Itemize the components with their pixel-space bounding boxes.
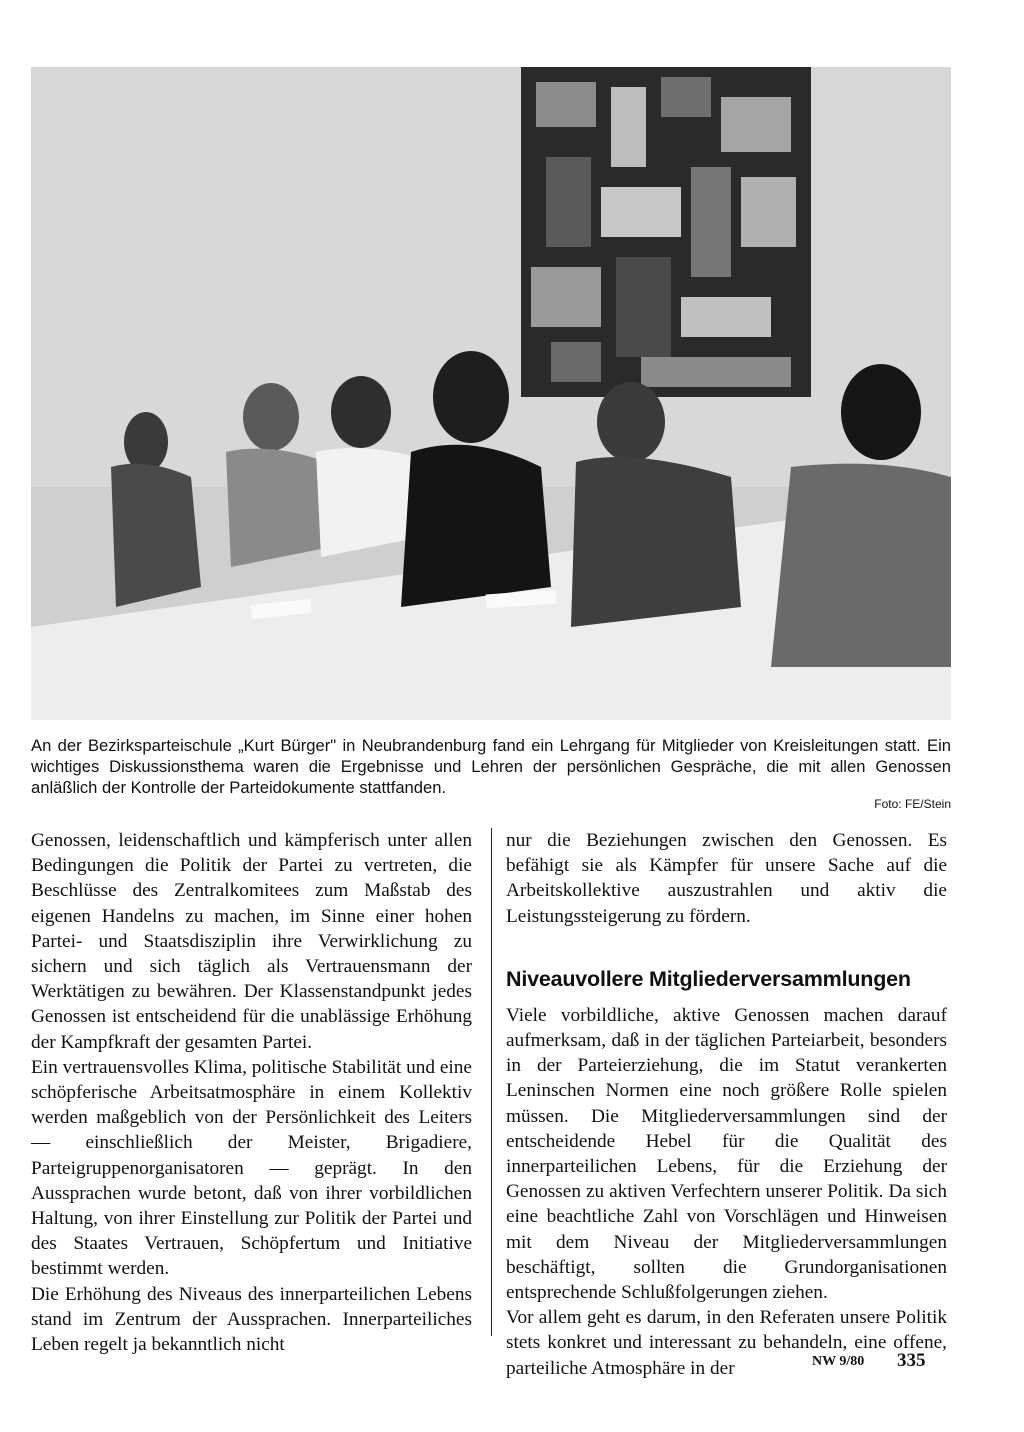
photo-credit: Foto: FE/Stein: [874, 797, 951, 811]
column-divider: [491, 828, 492, 1336]
paragraph: Viele vorbildliche, aktive Genossen machen darauf aufmerksam, daß in der täglichen Parteiarbeit, besonders in der Parteierziehung, die im Statut verankerten Leninschen Normen eine noch größere Rolle spielen müssen. Die Mitgliederversammlungen sind der entscheidende Hebel für die Qualität des innerparteilichen Lebens, für die Erziehung der Genossen zu aktiven Verfechtern unserer Politik. Da sich eine beachtliche Zahl von Vorschlägen und Hinweisen mit dem Niveau der Mitgliederversammlungen beschäftigt, sollten die Grundorganisationen entsprechende Schlußfolgerungen ziehen.: [506, 1004, 947, 1304]
paragraph: Die Erhöhung des Niveaus des innerparteilichen Lebens stand im Zentrum der Aussprachen. Innerparteiliches Leben regelt ja bekanntlich nicht: [31, 1283, 472, 1356]
photo-caption: An der Bezirksparteischule „Kurt Bürger" in Neubrandenburg fand ein Lehrgang für Mitglieder von Kreisleitungen statt. Ein wichtiges Diskussionsthema waren die Ergebnisse und Lehren der persönlichen Gespräche, die mit allen Genossen anläßlich der Kontrolle der Parteidokumente stattfanden.: [31, 736, 951, 797]
paragraph: Vor allem geht es darum, in den Referaten unsere Politik stets konkret und interessant zu behandeln, eine offene, parteiliche Atmosphäre in der: [506, 1307, 947, 1379]
seminar-photo: [31, 67, 951, 720]
paragraph: Genossen, leidenschaftlich und kämpferisch unter allen Bedingungen die Politik der Partei zu vertreten, die Beschlüsse des Zentralkomitees zum Maßstab des eigenen Handelns zu machen, im Sinne einer hohen Partei- und Staatsdisziplin ihre Verwirklichung zu sichern und sich täglich als Vertrauensmann der Werktätigen zu bewähren. Der Klassenstandpunkt jedes Genossen ist entscheidend für die unablässige Erhöhung der Kampfkraft der gesamten Partei.: [31, 830, 472, 1053]
left-column: [31, 828, 472, 1357]
paragraph: nur die Beziehungen zwischen den Genossen. Es befähigt sie als Kämpfer für unsere Sache auf die Arbeitskollektive auszustrahlen und aktiv die Leistungssteigerung zu fördern.: [506, 830, 947, 927]
right-column: [506, 828, 947, 1381]
page-number: 335: [897, 1350, 926, 1371]
paragraph: Ein vertrauensvolles Klima, politische Stabilität und eine schöpferische Arbeitsatmosphäre in einem Kollektiv werden maßgeblich von der Persönlichkeit des Leiters — einschließlich der Meister, Brigadiere, Parteigruppenorganisatoren — geprägt. In den Aussprachen wurde betont, daß von ihrer vorbildlichen Haltung, von ihrer Einstellung zur Politik der Partei und des Staates Vertrauen, Schöpfertum und Initiative bestimmt werden.: [31, 1056, 472, 1280]
seminar-photo-illustration: [31, 67, 951, 720]
section-heading: Niveauvollere Mitgliederversammlungen: [506, 966, 911, 991]
issue-reference: NW 9/80: [812, 1354, 865, 1369]
wall-painting: [521, 67, 811, 397]
